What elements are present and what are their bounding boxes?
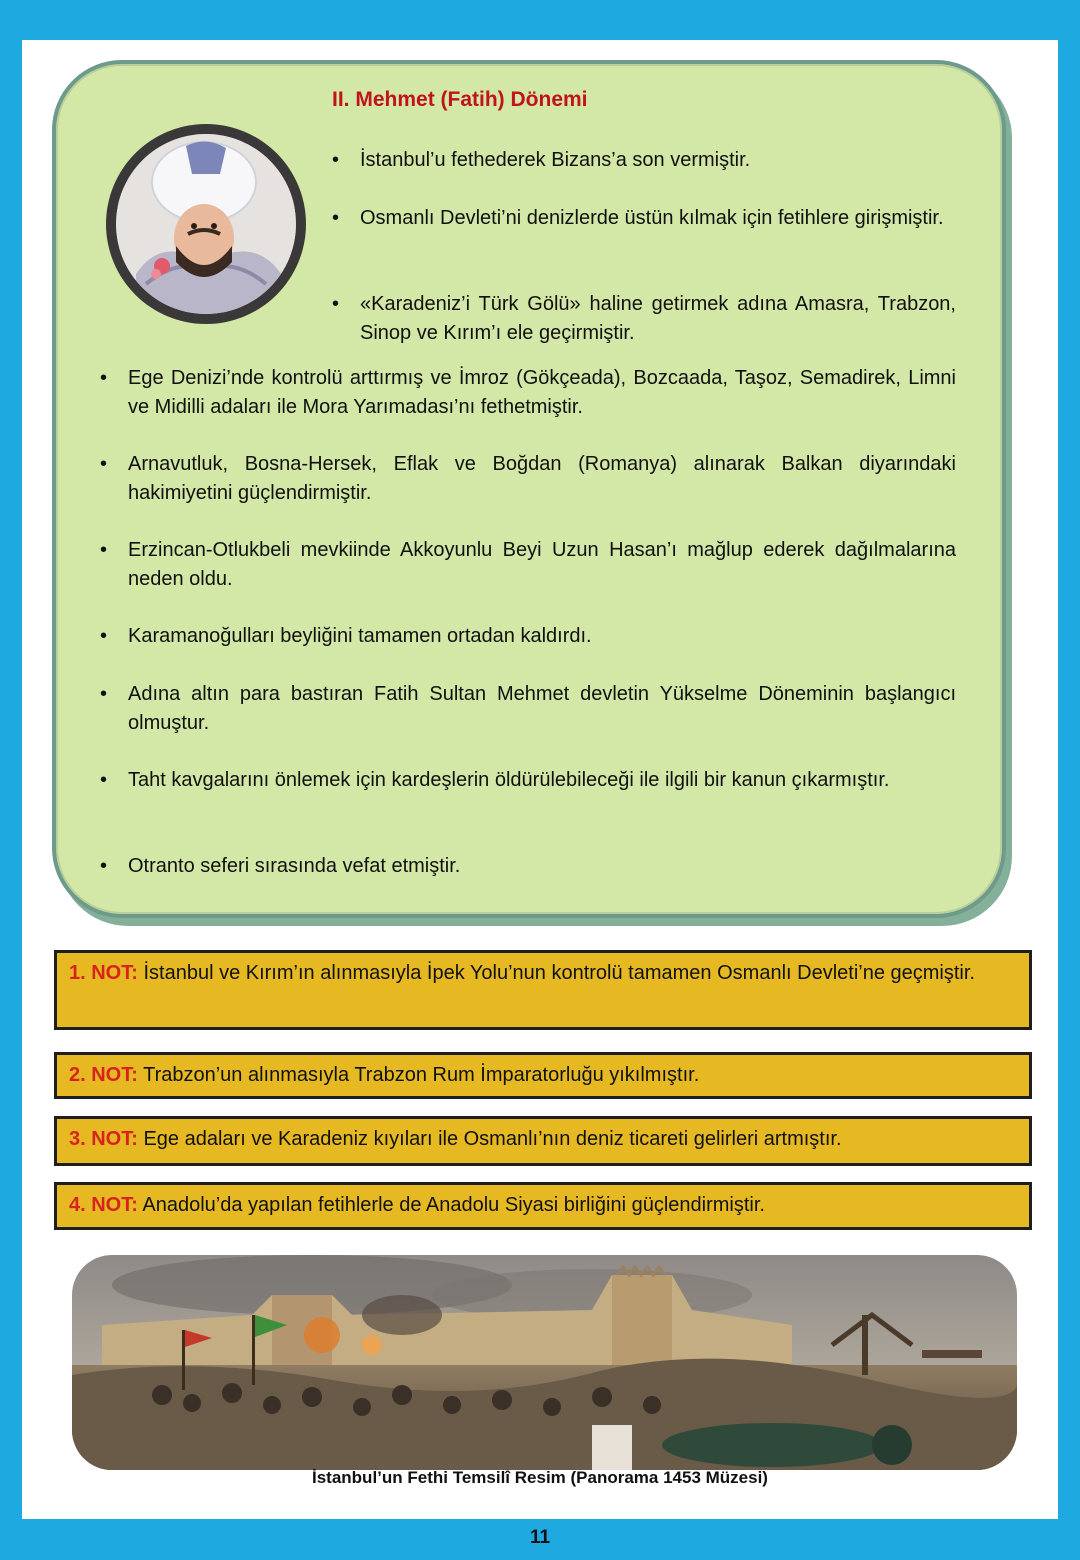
bullet-item: • Osmanlı Devleti’ni denizlerde üstün kılmak için fetihlere girişmiştir. — [360, 204, 956, 233]
note-box-3 — [54, 1116, 1032, 1166]
note-label: 4. NOT: — [69, 1194, 138, 1216]
note-text: İstanbul ve Kırım’ın alınmasıyla İpek Yolu’nun kontrolü tamamen Osmanlı Devleti’ne geçmiştir. — [137, 962, 975, 984]
bullet-item: • İstanbul’u fethederek Bizans’a son vermiştir. — [360, 146, 956, 175]
bullet-item: • «Karadeniz’i Türk Gölü» haline getirmek adına Amasra, Trabzon, Sinop ve Kırım’ı ele geçirmiştir. — [360, 290, 956, 348]
panorama-illustration — [72, 1255, 1017, 1470]
note-label: 3. NOT: — [69, 1128, 138, 1150]
sultan-portrait-illustration — [116, 134, 296, 314]
page-number: 11 — [529, 1527, 551, 1548]
note-text: Trabzon’un alınmasıyla Trabzon Rum İmparatorluğu yıkılmıştır. — [137, 1064, 700, 1086]
note-text: Anadolu’da yapılan fetihlerle de Anadolu Siyasi birliğini güçlendirmiştir. — [137, 1194, 765, 1216]
bullet-item: • Erzincan-Otlukbeli mevkiinde Akkoyunlu Beyi Uzun Hasan’ı mağlup ederek dağılmalarına neden oldu. — [128, 536, 956, 594]
section-title: II. Mehmet (Fatih) Dönemi — [332, 88, 588, 111]
note-box-4 — [54, 1182, 1032, 1230]
bullet-item: • Otranto seferi sırasında vefat etmiştir. — [128, 852, 956, 881]
portrait-frame — [106, 124, 306, 324]
note-label: 1. NOT: — [69, 962, 138, 984]
bullet-item: • Ege Denizi’nde kontrolü arttırmış ve İmroz (Gökçeada), Bozcaada, Taşoz, Semadirek, Limni ve Midilli adaları ile Mora Yarımadası’nı fethetmiştir. — [128, 364, 956, 422]
note-box-2 — [54, 1052, 1032, 1099]
page — [22, 40, 1058, 1519]
note-label: 2. NOT: — [69, 1064, 138, 1086]
image-caption: İstanbul’un Fethi Temsilî Resim (Panorama 1453 Müzesi) — [312, 1468, 768, 1487]
note-text: Ege adaları ve Karadeniz kıyıları ile Osmanlı’nın deniz ticareti gelirleri artmıştır. — [137, 1128, 842, 1150]
bullet-item: • Adına altın para bastıran Fatih Sultan Mehmet devletin Yükselme Döneminin başlangıcı olmuştur. — [128, 680, 956, 738]
bullet-item: • Karamanoğulları beyliğini tamamen ortadan kaldırdı. — [128, 622, 956, 651]
sultan-portrait-image — [116, 134, 296, 314]
note-box-1 — [54, 950, 1032, 1030]
conquest-panorama-image — [72, 1255, 1017, 1470]
bullet-item: • Arnavutluk, Bosna-Hersek, Eflak ve Boğdan (Romanya) alınarak Balkan diyarındaki hakimiyetini güçlendirmiştir. — [128, 450, 956, 508]
fatih-info-box — [52, 60, 1006, 918]
bullet-item: • Taht kavgalarını önlemek için kardeşlerin öldürülebileceği ile ilgili bir kanun çıkarmıştır. — [128, 766, 956, 795]
